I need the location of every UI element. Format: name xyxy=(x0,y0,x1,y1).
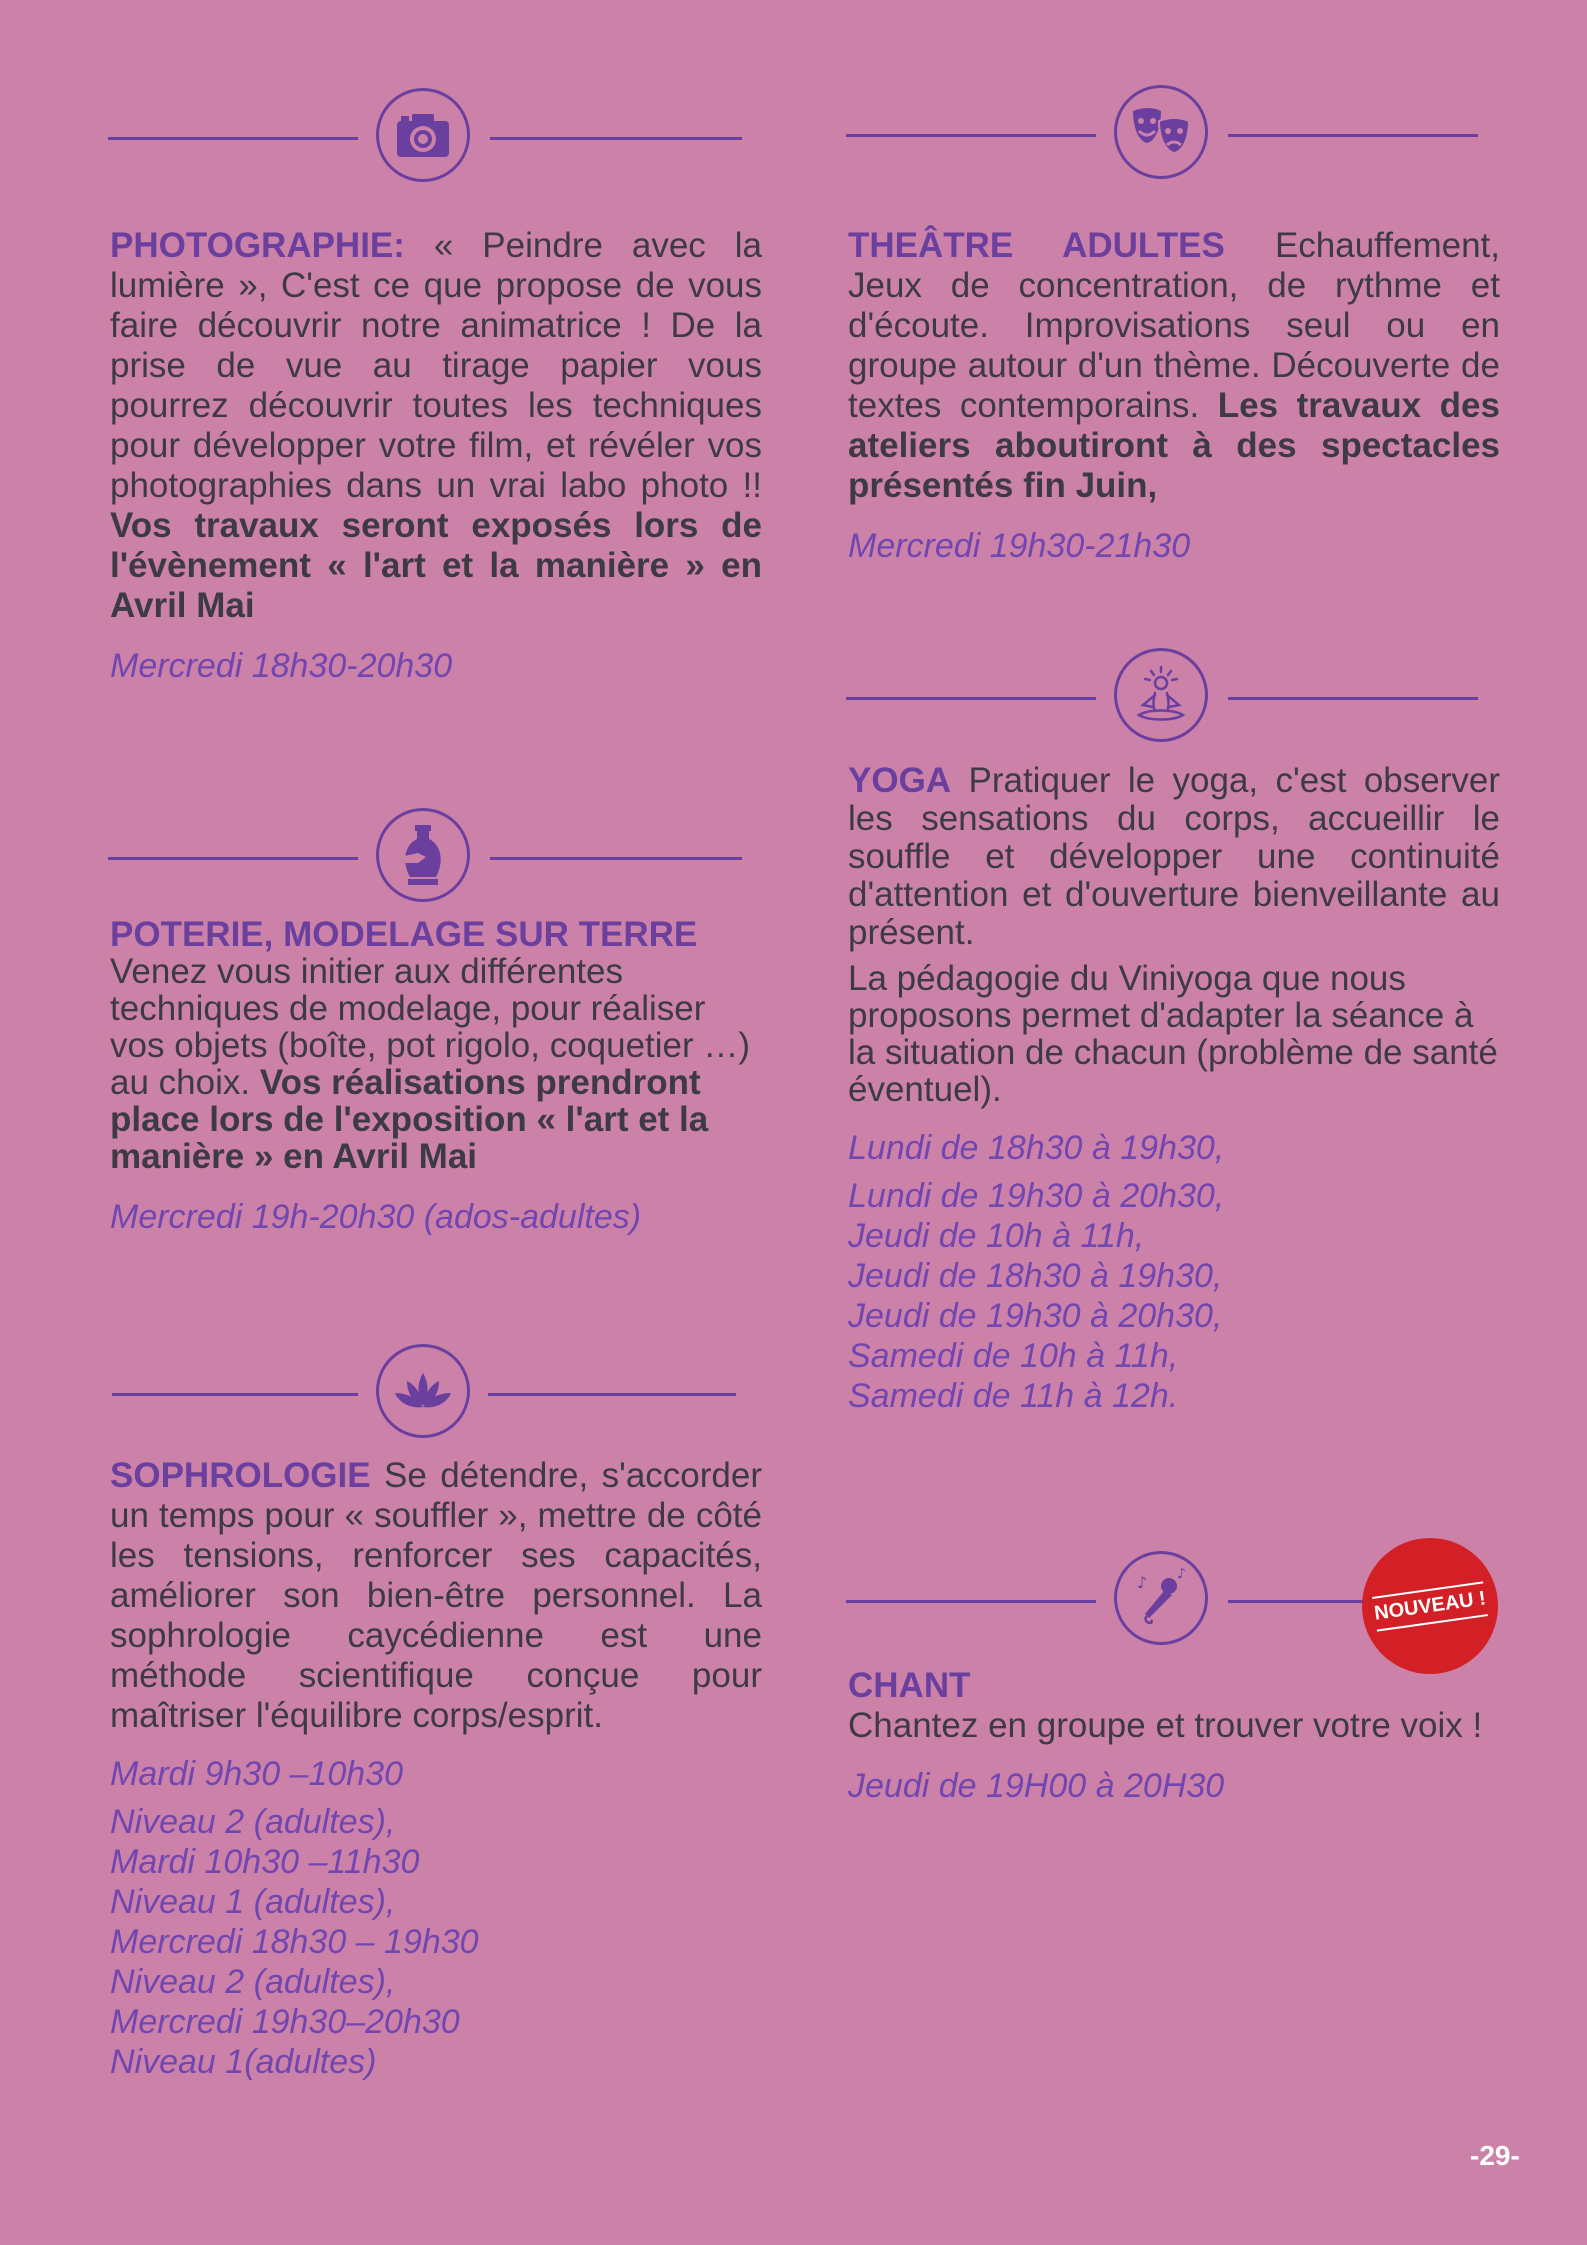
schedule-line: Mercredi 19h30-21h30 xyxy=(848,527,1191,565)
divider-line xyxy=(490,857,742,860)
poterie-title: POTERIE, MODELAGE SUR TERRE xyxy=(110,915,698,954)
theatre-section xyxy=(848,226,1500,566)
schedule-line: Mercredi 18h30 – 19h30 xyxy=(110,1923,479,1961)
schedule-line: Niveau 2 (adultes), xyxy=(110,1963,396,2001)
photo-title: PHOTOGRAPHIE: xyxy=(110,226,405,265)
sophro-section xyxy=(110,1456,762,2082)
schedule-line: Mercredi 19h-20h30 (ados-adultes) xyxy=(110,1198,642,1236)
theatre-separator xyxy=(846,85,1478,185)
meditation-icon xyxy=(1114,648,1208,742)
theatre-schedule xyxy=(848,526,1500,566)
divider-line xyxy=(108,137,358,140)
schedule-line: Niveau 1(adultes) xyxy=(110,2043,377,2081)
chant-separator xyxy=(846,1551,1366,1651)
schedule-line: Mardi 9h30 –10h30 xyxy=(110,1755,404,1793)
yoga-section xyxy=(848,762,1500,1416)
pottery-icon xyxy=(376,808,470,902)
schedule-line: Mercredi 18h30-20h30 xyxy=(110,647,453,685)
yoga-title: YOGA xyxy=(848,761,952,800)
divider-line xyxy=(112,1393,358,1396)
schedule-line: Mardi 10h30 –11h30 xyxy=(110,1843,420,1881)
theatre-title: THEÂTRE ADULTES xyxy=(848,226,1225,265)
photo-section xyxy=(110,226,762,686)
chant-description: Chantez en groupe et trouver votre voix ! xyxy=(848,1706,1483,1745)
svg-text:♪: ♪ xyxy=(1137,1573,1148,1592)
poterie-highlight: Vos réalisations prendront place lors de l'exposition « l'art et la manière » en Avril Mai xyxy=(110,1063,709,1176)
poterie-separator xyxy=(108,808,742,908)
sophro-separator xyxy=(112,1344,736,1444)
theatre-masks-icon xyxy=(1114,85,1208,179)
schedule-line: Lundi de 18h30 à 19h30, xyxy=(848,1129,1225,1167)
new-badge xyxy=(1362,1538,1498,1674)
yoga-description-2: La pédagogie du Viniyoga que nous proposons permet d'adapter la séance à la situation de chacun (problème de santé éventuel). xyxy=(848,959,1498,1109)
divider-line xyxy=(488,1393,736,1396)
chant-title: CHANT xyxy=(848,1666,971,1705)
divider-line xyxy=(1228,134,1478,137)
poterie-section xyxy=(110,916,762,1237)
new-badge-label: NOUVEAU ! xyxy=(1372,1581,1488,1631)
schedule-line: Jeudi de 19h30 à 20h30, xyxy=(848,1297,1223,1335)
theatre-description: Echauffement, Jeux de concentration, de rythme et d'écoute. Improvisations seul ou en groupe autour d'un thème. Découverte de textes contemporains. xyxy=(848,226,1500,425)
sophro-title: SOPHROLOGIE xyxy=(110,1456,371,1495)
divider-line xyxy=(1228,1600,1366,1603)
schedule-line: Niveau 2 (adultes), xyxy=(110,1803,396,1841)
photo-separator xyxy=(108,88,742,188)
poterie-description: Venez vous initier aux différentes techniques de modelage, pour réaliser vos objets (boîte, pot rigolo, coquetier …) au choix. xyxy=(110,952,751,1102)
svg-text:♪: ♪ xyxy=(1177,1568,1186,1582)
divider-line xyxy=(846,134,1096,137)
divider-line xyxy=(490,137,742,140)
schedule-line: Jeudi de 10h à 11h, xyxy=(848,1217,1145,1255)
yoga-separator xyxy=(846,648,1478,748)
yoga-description: Pratiquer le yoga, c'est observer les sensations du corps, accueillir le souffle et développer une continuité d'attention et d'ouverture bienveillante au présent. xyxy=(848,761,1500,952)
chant-section xyxy=(848,1666,1500,1806)
schedule-line: Lundi de 19h30 à 20h30, xyxy=(848,1177,1225,1215)
photo-highlight: Vos travaux seront exposés lors de l'évènement « l'art et la manière » en Avril Mai xyxy=(110,506,762,625)
microphone-icon xyxy=(1114,1551,1208,1645)
theatre-highlight: Les travaux des ateliers aboutiront à des spectacles présentés fin Juin, xyxy=(848,386,1500,505)
divider-line xyxy=(846,697,1096,700)
divider-line xyxy=(108,857,358,860)
sophro-schedule xyxy=(110,1754,762,2082)
schedule-line: Mercredi 19h30–20h30 xyxy=(110,2003,460,2041)
schedule-line: Jeudi de 18h30 à 19h30, xyxy=(848,1257,1223,1295)
yoga-schedule xyxy=(848,1128,1500,1416)
photo-description: « Peindre avec la lumière », C'est ce que propose de vous faire découvrir notre animatrice ! De la prise de vue au tirage papier vous pourrez découvrir toutes les techniques pour développer votre film, et révéler vos photographies dans un vrai labo photo !! xyxy=(110,226,762,505)
divider-line xyxy=(1228,697,1478,700)
schedule-line: Samedi de 10h à 11h, xyxy=(848,1337,1179,1375)
chant-schedule xyxy=(848,1766,1500,1806)
page-number: -29- xyxy=(1470,2140,1520,2171)
camera-icon xyxy=(376,88,470,182)
sophro-description: Se détendre, s'accorder un temps pour « souffler », mettre de côté les tensions, renforcer ses capacités, améliorer son bien-être personnel. La sophrologie caycédienne est une méthode scientifique conçue pour maîtriser l'équilibre corps/esprit. xyxy=(110,1456,762,1735)
divider-line xyxy=(846,1600,1096,1603)
schedule-line: Samedi de 11h à 12h. xyxy=(848,1377,1179,1415)
lotus-icon xyxy=(376,1344,470,1438)
photo-schedule xyxy=(110,646,762,686)
poterie-schedule xyxy=(110,1197,762,1237)
schedule-line: Niveau 1 (adultes), xyxy=(110,1883,396,1921)
schedule-line: Jeudi de 19H00 à 20H30 xyxy=(848,1767,1225,1805)
